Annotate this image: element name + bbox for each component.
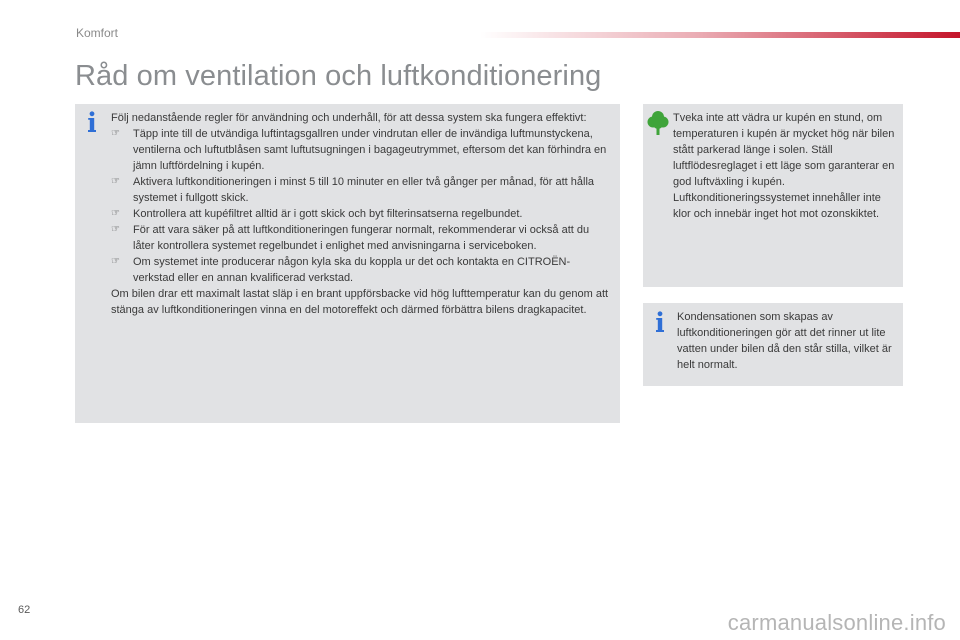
watermark[interactable]: carmanualsonline.info bbox=[727, 610, 946, 635]
page-title: Råd om ventilation och luftkonditionering bbox=[75, 60, 602, 92]
ventilation-advice-panel bbox=[75, 104, 620, 423]
page-number: 62 bbox=[18, 604, 31, 616]
pointing-hand-icon: ☞ bbox=[111, 208, 120, 219]
header-accent-bar bbox=[480, 32, 960, 38]
list-item bbox=[111, 174, 611, 206]
list-item-text: Kontrollera att kupéfiltret alltid är i gott skick och byt filterinsatserna regelbundet. bbox=[133, 208, 523, 220]
pointing-hand-icon: ☞ bbox=[111, 256, 120, 267]
advice-intro: Följ nedanstående regler för användning och underhåll, för att dessa system ska fungera effektivt: bbox=[111, 112, 587, 124]
list-item-text: Om systemet inte producerar någon kyla ska du koppla ur det och kontakta en CITROËN-verkstad eller en annan kvalificerad verkstad. bbox=[133, 256, 571, 284]
list-item bbox=[111, 222, 611, 254]
list-item-text: Aktivera luftkonditioneringen i minst 5 till 10 minuter en eller två gånger per månad, för att hålla systemet i fullgott skick. bbox=[133, 176, 595, 204]
pointing-hand-icon: ☞ bbox=[111, 224, 120, 235]
section-label: Komfort bbox=[76, 26, 119, 40]
pointing-hand-icon: ☞ bbox=[111, 176, 120, 187]
tree-icon bbox=[647, 110, 669, 136]
list-item bbox=[111, 126, 611, 174]
airing-tip-panel bbox=[643, 104, 903, 287]
condensation-note-panel bbox=[643, 303, 903, 386]
list-item-text: För att vara säker på att luftkonditioneringen fungerar normalt, rekommenderar vi också att du låter kontrollera systemet regelbundet i enlighet med anvisningarna i serviceboken. bbox=[133, 224, 590, 252]
info-icon bbox=[655, 311, 665, 333]
info-icon bbox=[87, 111, 97, 133]
list-item bbox=[111, 254, 611, 286]
condensation-note-text: Kondensationen som skapas av luftkonditioneringen gör att det rinner ut lite vatten under bilen då den står stilla, vilket är helt normalt. bbox=[677, 311, 892, 371]
pointing-hand-icon: ☞ bbox=[111, 128, 120, 139]
list-item bbox=[111, 206, 611, 222]
advice-text bbox=[111, 110, 611, 318]
list-item-text: Täpp inte till de utvändiga luftintagsgallren under vindrutan eller de invändiga luftmunstyckena, ventilerna och luftutblåsen samt luftutsugningen i bagageutrymmet, eftersom det kan förhindra en jämn luftfördelning i kupén. bbox=[133, 128, 607, 172]
airing-tip-text: Tveka inte att vädra ur kupén en stund, om temperaturen i kupén är mycket hög när bilen stått parkerad länge i solen. Ställ luftflödesreglaget i ett läge som garanterar en god luftväxling i kupén. Luftkonditioneringssystemet innehåller inte klor och innebär inget hot mot ozonskiktet. bbox=[673, 112, 895, 220]
advice-list bbox=[111, 126, 611, 286]
advice-outro: Om bilen drar ett maximalt lastat släp i en brant uppförsbacke vid hög lufttemperatur kan du genom att stänga av luftkonditioneringen vinna en del motoreffekt och därmed förbättra bilens dragkapacitet. bbox=[111, 288, 609, 316]
